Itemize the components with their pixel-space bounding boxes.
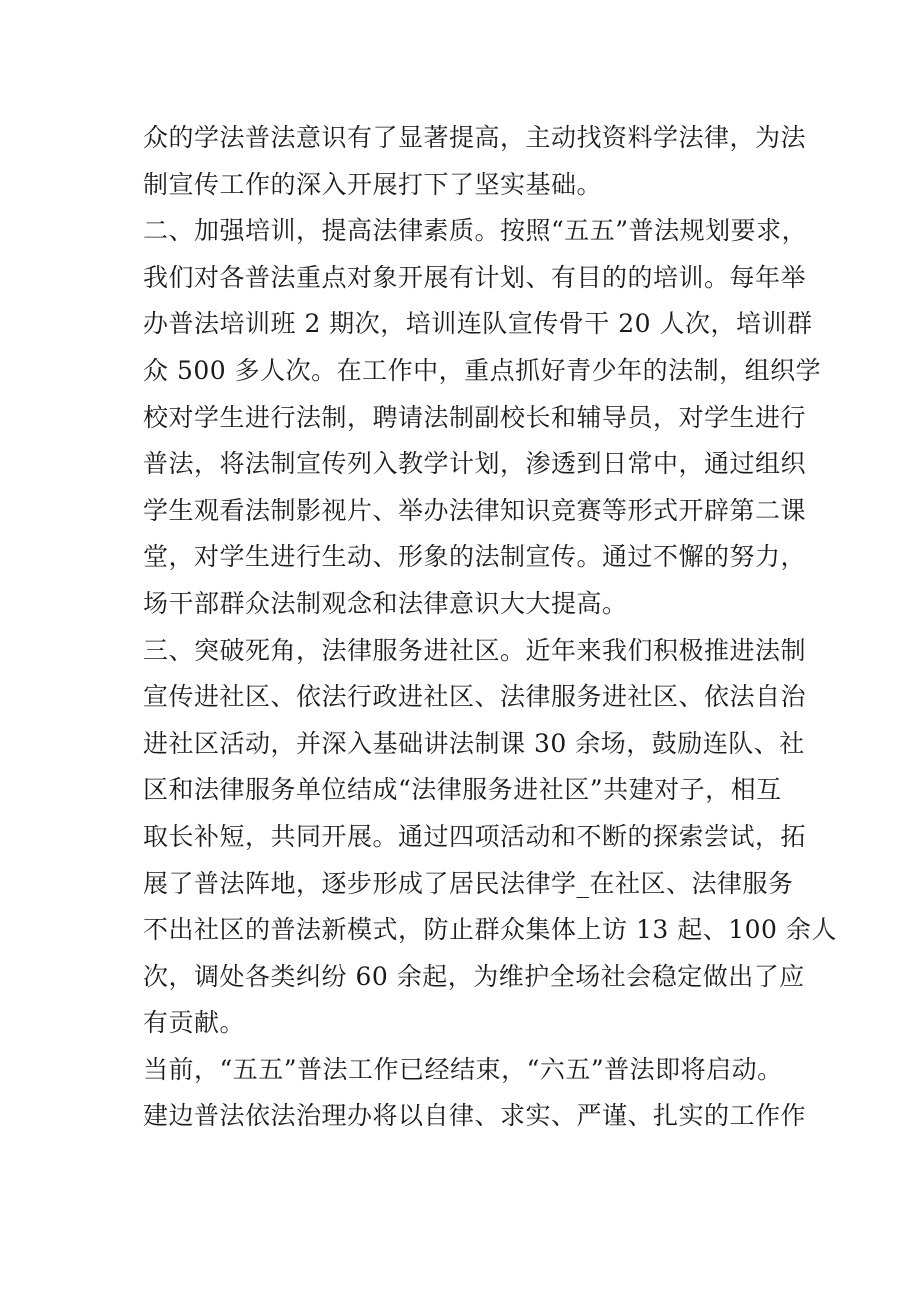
text-line: 校对学生进行法制，聘请法制副校长和辅导员，对学生进行 bbox=[143, 402, 807, 432]
text-line: 众 500 多人次。在工作中，重点抓好青少年的法制，组织学 bbox=[143, 355, 822, 385]
text-line: 宣传进社区、依法行政进社区、法律服务进社区、依法自治 bbox=[143, 682, 807, 712]
text-line: 堂，对学生进行生动、形象的法制宣传。通过不懈的努力， bbox=[143, 542, 807, 572]
text-line: 二、加强培训，提高法律素质。按照“五五”普法规划要求， bbox=[143, 216, 808, 246]
text-line: 办普法培训班 2 期次，培训连队宣传骨干 20 人次，培训群 bbox=[143, 309, 813, 339]
text-line: 众的学法普法意识有了显著提高，主动找资料学法律，为法 bbox=[143, 123, 807, 152]
text-line: 学生观看法制影视片、举办法律知识竞赛等形式开辟第二课 bbox=[143, 495, 807, 525]
text-line: 我们对各普法重点对象开展有计划、有目的的培训。每年举 bbox=[143, 262, 807, 292]
document-body bbox=[143, 115, 837, 1140]
text-line: 普法，将法制宣传列入教学计划，渗透到日常中，通过组织 bbox=[143, 449, 807, 479]
text-line: 展了普法阵地，逐步形成了居民法律学_在社区、法律服务 bbox=[143, 868, 794, 898]
text-line: 建边普法依法治理办将以自律、求实、严谨、扎实的工作作 bbox=[143, 1101, 807, 1131]
text-line: 进社区活动，并深入基础讲法制课 30 余场，鼓励连队、社 bbox=[143, 728, 805, 758]
text-line: 有贡献。 bbox=[143, 1008, 246, 1038]
text-line: 不出社区的普法新模式，防止群众集体上访 13 起、100 余人 bbox=[143, 915, 837, 945]
text-line: 次，调处各类纠纷 60 余起，为维护全场社会稳定做出了应 bbox=[143, 961, 805, 991]
text-line: 场干部群众法制观念和法律意识大大提高。 bbox=[143, 588, 628, 618]
text-line: 当前，“五五”普法工作已经结束，“六五”普法即将启动。 bbox=[143, 1054, 783, 1084]
text-line: 制宣传工作的深入开展打下了坚实基础。 bbox=[143, 169, 603, 199]
text-line: 取长补短，共同开展。通过四项活动和不断的探索尝试，拓 bbox=[143, 821, 807, 851]
text-line: 三、突破死角，法律服务进社区。近年来我们积极推进法制 bbox=[143, 635, 807, 665]
text-line: 区和法律服务单位结成“法律服务进社区”共建对子，相互 bbox=[143, 775, 782, 805]
